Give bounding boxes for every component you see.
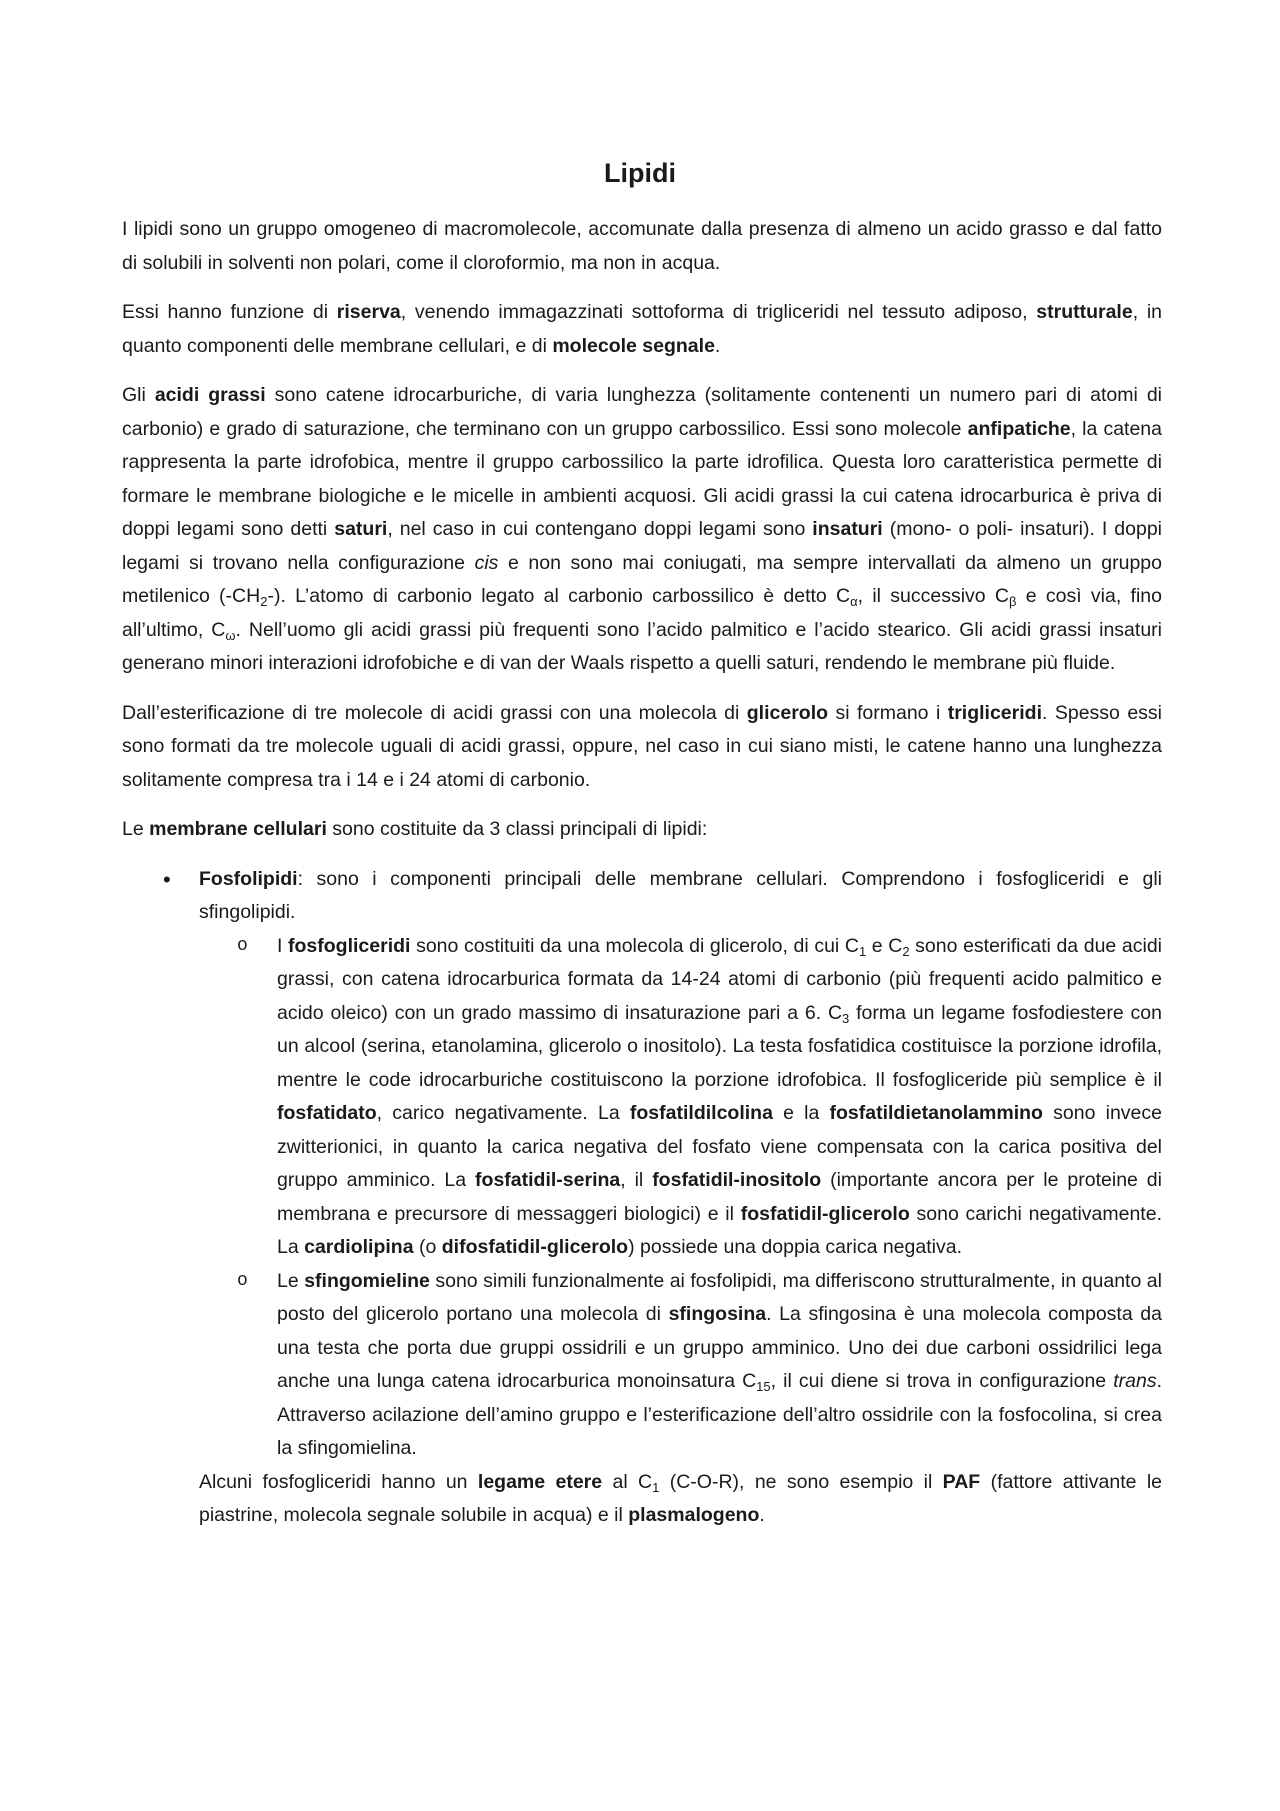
sublist-item-sphingomyelins: o Le sfingomieline sono simili funzionalmente ai fosfolipidi, ma differiscono strutturalmente, in quanto al posto del glicerolo portano una molecola di sfingosina. La sfingosina è una molecola composta da una testa che porta due gruppi ossidrili e un gruppo amminico. Uno dei due carboni ossidrilici lega anche una lunga catena idrocarburica monoinsatura $C_{15}$, il cui diene si trova in configurazione trans. Attraverso acilazione dell’amino gruppo e l’esterificazione dell’altro ossidrile con la fosfocolina, si crea la sfingomielina. (199, 1265, 1162, 1466)
paragraph-intro: I lipidi sono un gruppo omogeneo di macromolecole, accomunate dalla presenza di almeno un acido grasso e dal fatto di solubili in solventi non polari, come il cloroformio, ma non in acqua. (122, 218, 1162, 274)
list-item-phospholipids: • Fosfolipidi: sono i componenti principali delle membrane cellulari. Comprendono i fosfogliceridi e gli sfingolipidi. o I fosfogliceridi sono costituiti da una molecola di glicerolo, di cui $C_1$ e $C_2$ sono esterificati da due acidi grassi, con catena idrocarburica formata da 14-24 atomi di carbonio (più frequenti acido palmitico e acido oleico) con un grado massimo di insaturazione pari a 6. $C_3$ forma un legame fosfodiestere con un alcool (serina, etanolamina, glicerolo o inositolo). La testa fosfatidica costituisce la porzione idrofila, mentre le code idrocarburiche costituiscono la porzione idrofobica. Il fosfogliceride più semplice è il fosfatidato, carico negativamente. La fosfatildilcolina e la fosfatildietanolammino sono invece zwitterionici, in quanto la carica negativa del fosfato viene compensata con la carica positiva del gruppo amminico. La fosfatidil-serina, il fosfatidil-inositolo (importante ancora per le proteine di membrana e precursore di messaggeri biologici) e il fosfatidil-glicerolo sono carichi negativamente. La cardiolipina (o difosfatidil-glicerolo) possiede una doppia carica negativa. o Le sfingomieline sono simili funzionalmente ai fosfolipidi, ma differiscono strutturalmente, in quanto al posto del glicerolo portano una molecola di sfingosina. La sfingosina è una molecola composta da una testa che porta due gruppi ossidrili e un gruppo amminico. Uno dei due carboni ossidrilici lega anche una lunga catena idrocarburica monoinsatura $C_{15}$, il cui diene si trova in configurazione trans. Attraverso acilazione dell’amino gruppo e l’esterificazione dell’altro ossidrile con la fosfocolina, si crea la sfingomielina. Alcuni fosfogliceridi hanno un legame etere al $C_1$ (C-O-R), ne sono esempio il PAF (fattore attivante le piastrine, molecola segnale solubile in acqua) e il plasmalogeno. (122, 863, 1162, 1533)
paragraph-functions: Essi hanno funzione di riserva, venendo immagazzinati sottoforma di trigliceridi nel tessuto adiposo, strutturale, in quanto componenti delle membrane cellulari, e di molecole segnale. (122, 301, 1163, 357)
lipid-classes-list (122, 863, 1162, 1533)
document-body (122, 213, 1162, 1533)
page-title: Lipidi (604, 158, 676, 188)
paragraph-triglycerides: Dall’esterificazione di tre molecole di acidi grassi con una molecola di glicerolo si formano i trigliceridi. Spesso essi sono formati da tre molecole uguali di acidi grassi, oppure, nel caso in cui siano misti, le catene hanno una lunghezza solitamente compresa tra i 14 e i 24 atomi di carbonio. (122, 701, 1162, 791)
paragraph-membranes: Le membrane cellulari sono costituite da 3 classi principali di lipidi: (122, 818, 708, 840)
paragraph-fatty-acids: Gli acidi grassi sono catene idrocarburiche, di varia lunghezza (solitamente contenenti un numero pari di atomi di carbonio) e grado di saturazione, che terminano con un gruppo carbossilico. Essi sono molecole anfipatiche, la catena rappresenta la parte idrofobica, mentre il gruppo carbossilico la parte idrofilica. Questa loro caratteristica permette di formare le membrane biologiche e le micelle in ambienti acquosi. Gli acidi grassi la cui catena idrocarburica è priva di doppi legami sono detti saturi, nel caso in cui contengano doppi legami sono insaturi (mono- o poli- insaturi). I doppi legami si trovano nella configurazione cis e non sono mai coniugati, ma sempre intervallati da almeno un gruppo metilenico $(-CH_2-)$. L’atomo di carbonio legato al carbonio carbossilico è detto $C_\alpha$, il successivo $C_\beta$ e così via, fino all’ultimo, $C_\omega$. Nell’uomo gli acidi grassi più frequenti sono l’acido palmitico e l’acido stearico. Gli acidi grassi insaturi generano minori interazioni idrofobiche e di van der Waals rispetto a quelli saturi, rendendo le membrane più fluide. (122, 384, 1163, 674)
phospholipids-sublist (199, 930, 1162, 1466)
sublist-item-phosphoglycerides: o I fosfogliceridi sono costituiti da una molecola di glicerolo, di cui $C_1$ e $C_2$ sono esterificati da due acidi grassi, con catena idrocarburica formata da 14-24 atomi di carbonio (più frequenti acido palmitico e acido oleico) con un grado massimo di insaturazione pari a 6. $C_3$ forma un legame fosfodiestere con un alcool (serina, etanolamina, glicerolo o inositolo). La testa fosfatidica costituisce la porzione idrofila, mentre le code idrocarburiche costituiscono la porzione idrofobica. Il fosfogliceride più semplice è il fosfatidato, carico negativamente. La fosfatildilcolina e la fosfatildietanolammino sono invece zwitterionici, in quanto la carica negativa del fosfato viene compensata con la carica positiva del gruppo amminico. La fosfatidil-serina, il fosfatidil-inositolo (importante ancora per le proteine di membrana e precursore di messaggeri biologici) e il fosfatidil-glicerolo sono carichi negativamente. La cardiolipina (o difosfatidil-glicerolo) possiede una doppia carica negativa. (199, 930, 1162, 1265)
paragraph-ether-bond: Alcuni fosfogliceridi hanno un legame etere al $C_1$ (C-O-R), ne sono esempio il PAF (fattore attivante le piastrine, molecola segnale solubile in acqua) e il plasmalogeno. (199, 1470, 1162, 1526)
